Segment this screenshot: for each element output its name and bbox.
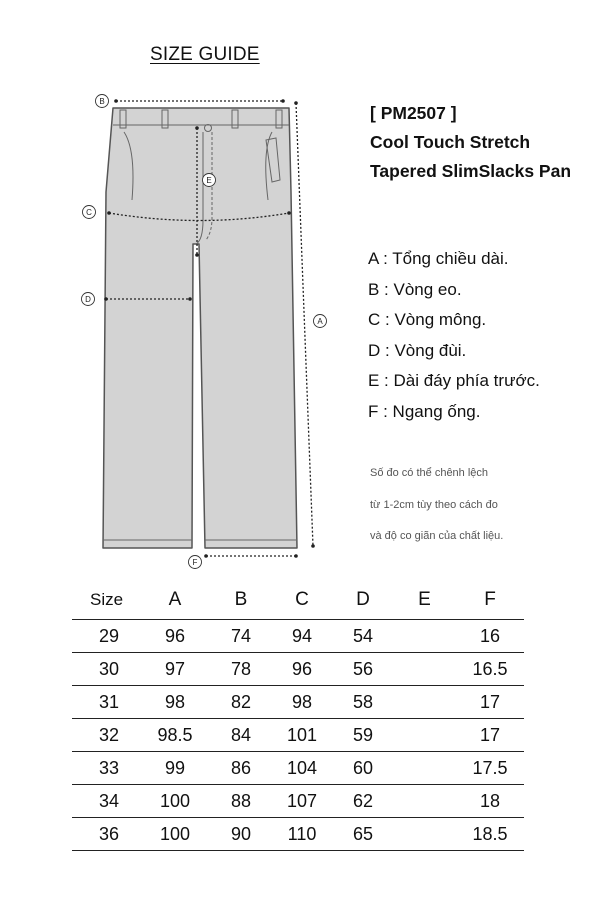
note-line: từ 1-2cm tùy theo cách đo <box>370 498 498 511</box>
cell-f: 17.5 <box>456 752 524 785</box>
cell-a: 97 <box>139 653 211 686</box>
legend-item-d: D : Vòng đùi. <box>368 340 467 360</box>
header-b: B <box>234 589 248 610</box>
cell-b: 88 <box>211 785 271 818</box>
cell-e <box>393 818 456 851</box>
cell-c: 94 <box>271 620 333 653</box>
measurement-legend <box>368 244 540 427</box>
table-row <box>72 785 524 818</box>
cell-d: 58 <box>333 686 393 719</box>
cell-a: 96 <box>139 620 211 653</box>
legend-item-e: E : Dài đáy phía trước. <box>368 371 540 390</box>
table-row <box>72 752 524 785</box>
cell-d: 56 <box>333 653 393 686</box>
legend-item-a: A : Tổng chiều dài. <box>368 249 509 268</box>
cell-c: 107 <box>271 785 333 818</box>
cell-d: 65 <box>333 818 393 851</box>
cell-a: 100 <box>139 785 211 818</box>
cell-b: 74 <box>211 620 271 653</box>
cell-f: 18 <box>456 785 524 818</box>
size-table <box>72 581 524 851</box>
cell-b: 82 <box>211 686 271 719</box>
label-e-marker <box>203 174 216 187</box>
legend-item-c: C : Vòng mông. <box>368 310 487 329</box>
cell-d: 59 <box>333 719 393 752</box>
cell-b: 86 <box>211 752 271 785</box>
size-guide-title: SIZE GUIDE <box>150 44 260 65</box>
cell-a: 99 <box>139 752 211 785</box>
label-c-marker <box>83 206 96 219</box>
cell-c: 101 <box>271 719 333 752</box>
header-size: Size <box>90 590 124 609</box>
label-a-marker <box>314 315 327 328</box>
product-code: [ PM2507 ] <box>370 103 457 123</box>
cell-e <box>393 686 456 719</box>
header-a: A <box>168 589 182 610</box>
cell-f: 17 <box>456 719 524 752</box>
table-row <box>72 719 524 752</box>
cell-c: 110 <box>271 818 333 851</box>
cell-a: 98 <box>139 686 211 719</box>
note-line: và độ co giãn của chất liệu. <box>370 530 504 542</box>
svg-text:C: C <box>86 208 92 217</box>
cell-size: 31 <box>72 686 139 719</box>
header-d: D <box>356 589 370 610</box>
cell-f: 17 <box>456 686 524 719</box>
cell-e <box>393 752 456 785</box>
measure-a-line <box>296 103 313 546</box>
product-name-line1: Cool Touch Stretch <box>370 132 531 152</box>
measurement-note <box>370 458 503 553</box>
cell-size: 29 <box>72 620 139 653</box>
cell-e <box>393 719 456 752</box>
table-row <box>72 686 524 719</box>
svg-text:B: B <box>99 97 105 106</box>
cell-c: 98 <box>271 686 333 719</box>
label-b-marker <box>96 95 109 108</box>
note-line: Số đo có thể chênh lệch <box>370 467 489 479</box>
cell-size: 36 <box>72 818 139 851</box>
cell-d: 60 <box>333 752 393 785</box>
svg-text:D: D <box>85 295 91 304</box>
table-row <box>72 818 524 851</box>
cell-b: 90 <box>211 818 271 851</box>
cell-size: 30 <box>72 653 139 686</box>
legend-item-f: F : Ngang ống. <box>368 401 481 421</box>
cell-a: 98.5 <box>139 719 211 752</box>
svg-text:E: E <box>206 176 212 185</box>
svg-text:F: F <box>192 558 198 567</box>
header-c: C <box>295 589 309 610</box>
cell-b: 78 <box>211 653 271 686</box>
product-info <box>370 99 571 186</box>
legend-item-b: B : Vòng eo. <box>368 279 462 299</box>
cell-e <box>393 785 456 818</box>
cell-f: 16 <box>456 620 524 653</box>
label-d-marker <box>82 293 95 306</box>
product-name-line2: Tapered SlimSlacks Pan <box>370 161 572 181</box>
table-row <box>72 653 524 686</box>
size-table-header <box>72 581 524 620</box>
cell-size: 32 <box>72 719 139 752</box>
cell-d: 54 <box>333 620 393 653</box>
cell-size: 33 <box>72 752 139 785</box>
cell-f: 18.5 <box>456 818 524 851</box>
cell-e <box>393 620 456 653</box>
svg-text:A: A <box>317 317 323 326</box>
pants-illustration <box>103 108 297 548</box>
table-row <box>72 620 524 653</box>
cell-e <box>393 653 456 686</box>
cell-f: 16.5 <box>456 653 524 686</box>
cell-b: 84 <box>211 719 271 752</box>
cell-c: 96 <box>271 653 333 686</box>
cell-size: 34 <box>72 785 139 818</box>
header-e: E <box>418 589 431 610</box>
cell-d: 62 <box>333 785 393 818</box>
cell-a: 100 <box>139 818 211 851</box>
label-f-marker <box>189 556 202 569</box>
header-f: F <box>484 589 496 610</box>
cell-c: 104 <box>271 752 333 785</box>
